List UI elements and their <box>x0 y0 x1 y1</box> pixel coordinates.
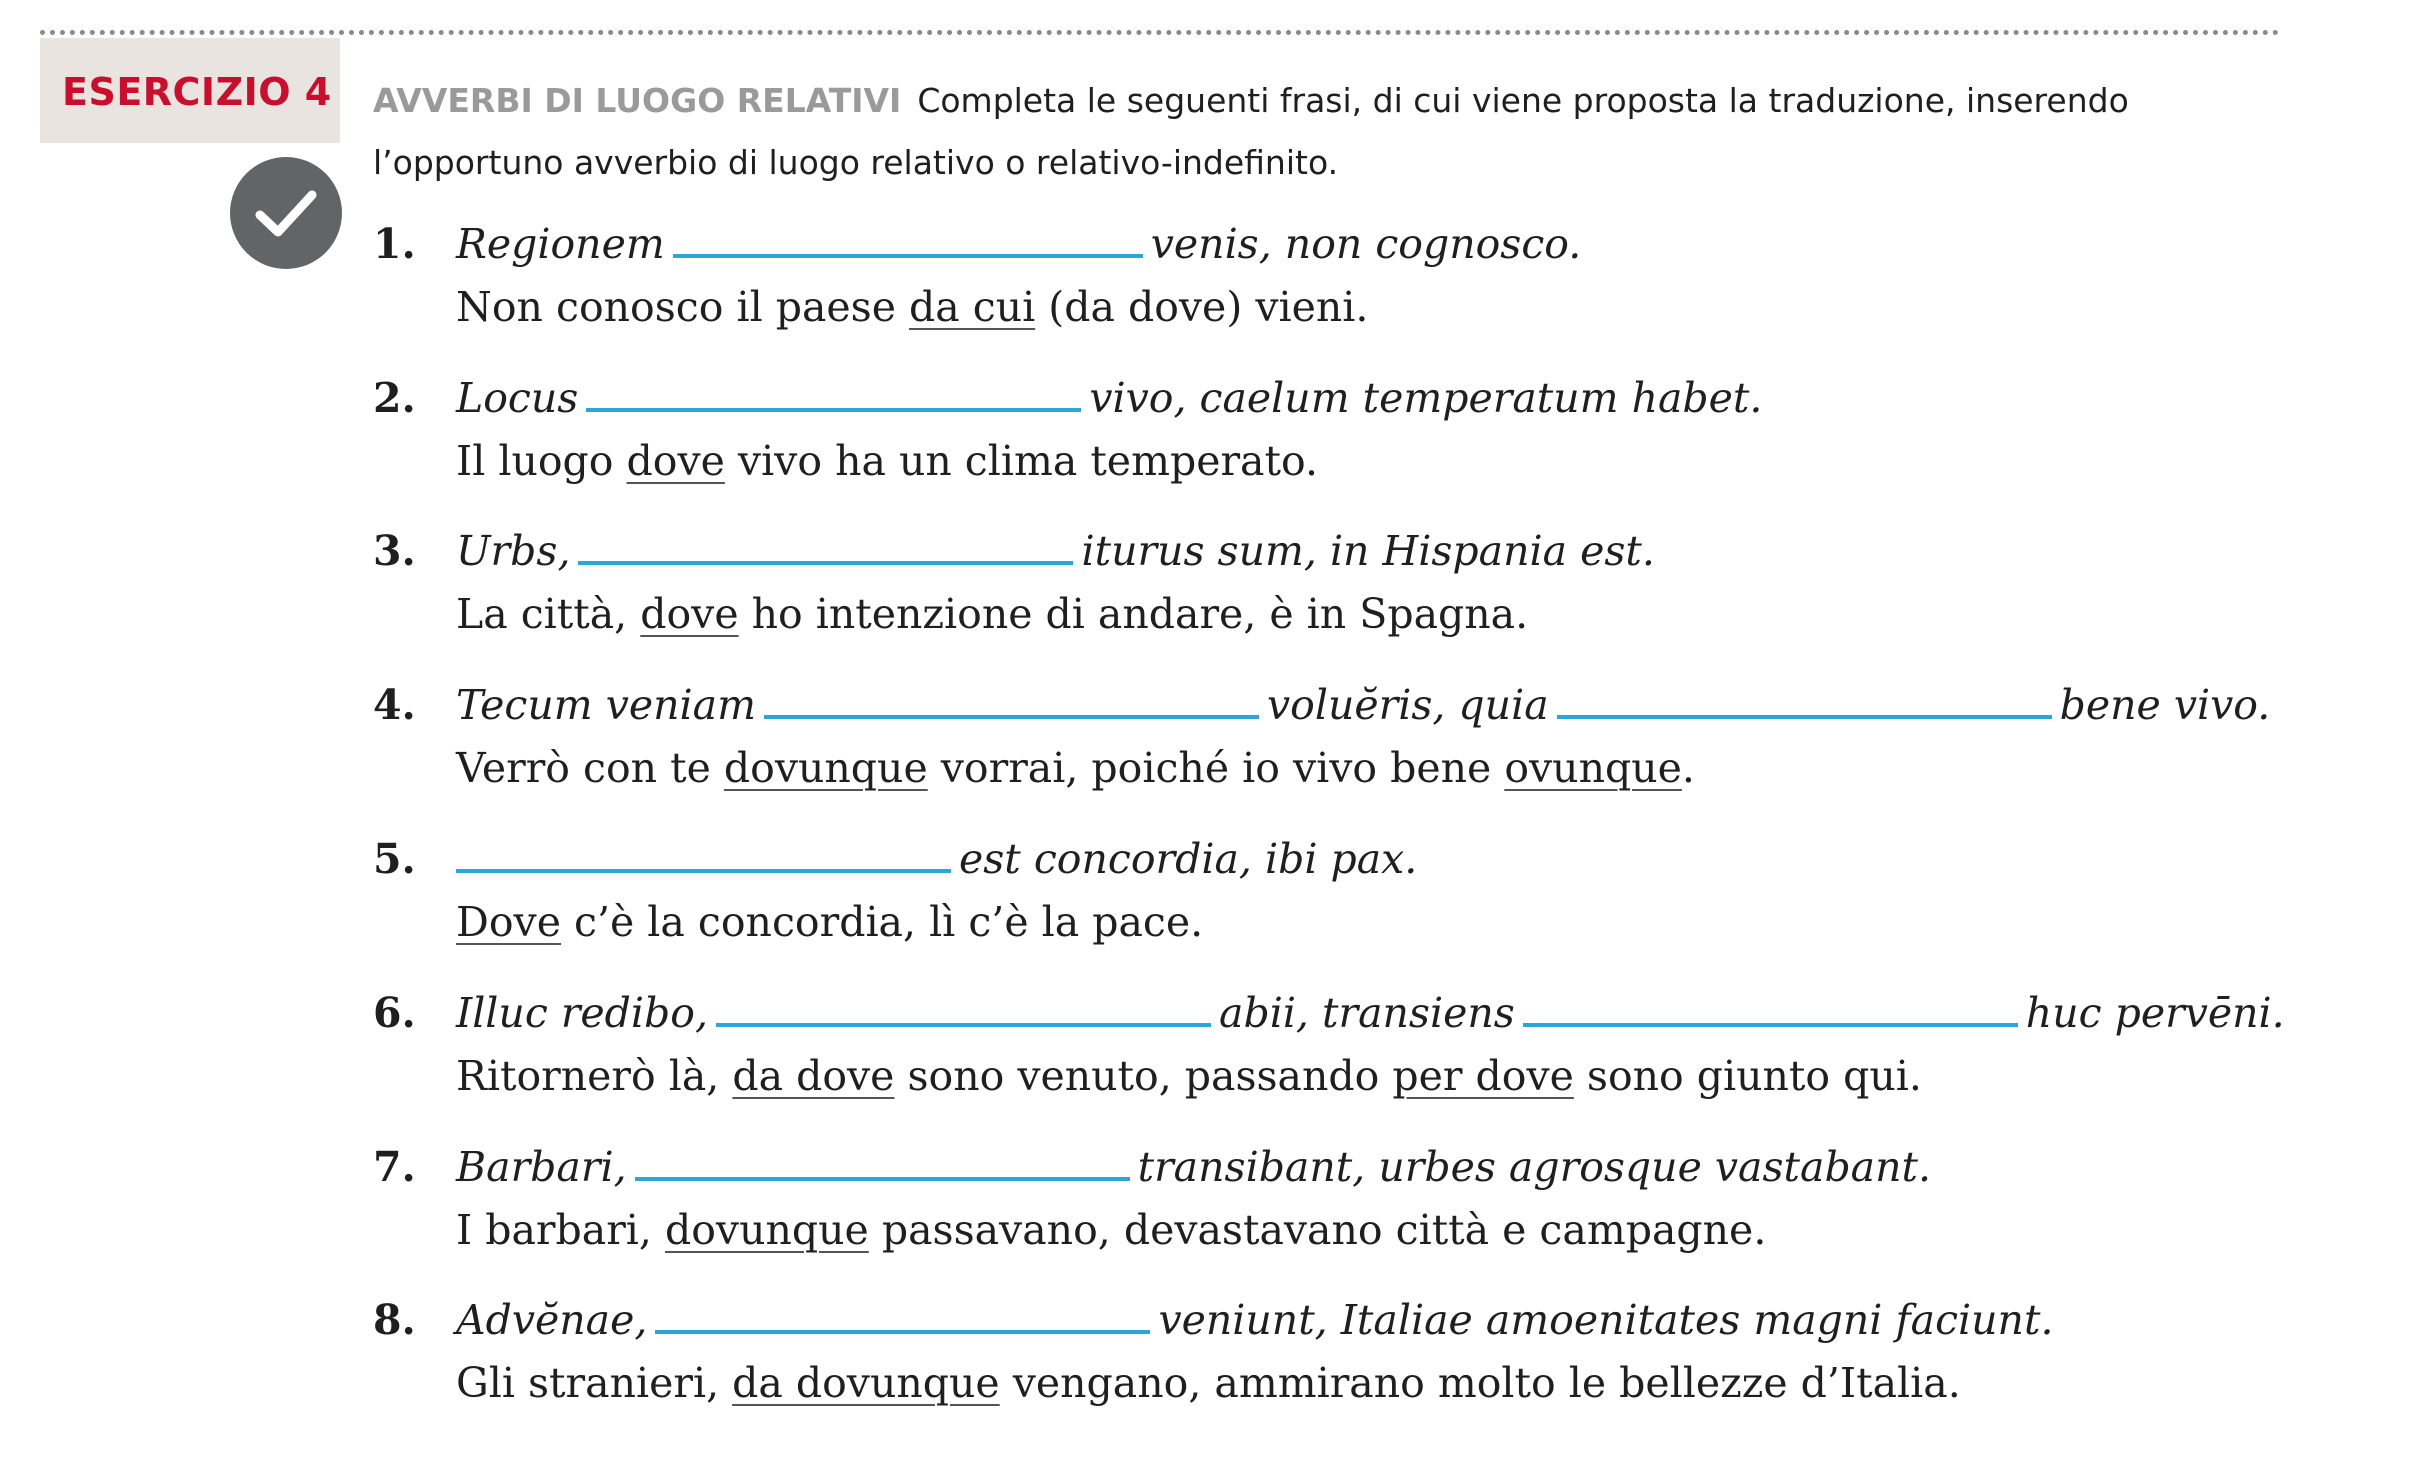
answer-blank[interactable] <box>1557 685 2052 719</box>
underlined-answer: da cui <box>909 283 1036 331</box>
italian-translation: Non conosco il paese da cui (da dove) vieni. <box>456 283 1369 331</box>
italian-translation: Verrò con te dovunque vorrai, poiché io vivo bene ovunque. <box>456 744 1695 792</box>
item-number: 7. <box>373 1143 416 1191</box>
answer-blank[interactable] <box>635 1147 1130 1181</box>
latin-sentence: Barbari, transibant, urbes agrosque vastabant. <box>456 1143 1932 1191</box>
item-number: 8. <box>373 1296 416 1344</box>
italian-translation: Il luogo dove vivo ha un clima temperato. <box>456 437 1318 485</box>
underlined-answer: da dovunque <box>732 1359 1000 1407</box>
underlined-answer: dove <box>626 437 725 485</box>
answer-blank[interactable] <box>578 531 1073 565</box>
italian-translation: Ritornerò là, da dove sono venuto, passando per dove sono giunto qui. <box>456 1052 1922 1100</box>
underlined-answer: da dove <box>732 1052 895 1100</box>
item-number: 6. <box>373 989 416 1037</box>
underlined-answer: ovunque <box>1504 744 1682 792</box>
dotted-divider <box>40 30 2280 35</box>
latin-sentence: Urbs, iturus sum, in Hispania est. <box>456 527 1655 575</box>
latin-sentence: Regionem venis, non cognosco. <box>456 220 1582 268</box>
answer-blank[interactable] <box>1523 993 2018 1027</box>
item-number: 2. <box>373 374 416 422</box>
item-number: 4. <box>373 681 416 729</box>
underlined-answer: dovunque <box>723 744 928 792</box>
latin-sentence: Locus vivo, caelum temperatum habet. <box>456 374 1763 422</box>
answer-blank[interactable] <box>655 1300 1150 1334</box>
latin-sentence: Tecum veniam voluĕris, quia bene vivo. <box>456 681 2271 729</box>
item-number: 1. <box>373 220 416 268</box>
instruction-text: Completa le seguenti frasi, di cui viene proposta la traduzione, inserendo l’opportuno avverbio di luogo relativo o relativo-indefinito. <box>373 81 2129 182</box>
answer-blank[interactable] <box>586 378 1081 412</box>
italian-translation: Gli stranieri, da dovunque vengano, ammirano molto le bellezze d’Italia. <box>456 1359 1961 1407</box>
italian-translation: Dove c’è la concordia, lì c’è la pace. <box>456 898 1204 946</box>
section-title: AVVERBI DI LUOGO RELATIVI <box>373 81 902 120</box>
item-number: 5. <box>373 835 416 883</box>
underlined-answer: dovunque <box>664 1206 869 1254</box>
check-icon <box>230 157 342 269</box>
answer-blank[interactable] <box>456 839 951 873</box>
italian-translation: La città, dove ho intenzione di andare, è in Spagna. <box>456 590 1529 638</box>
item-number: 3. <box>373 527 416 575</box>
answer-blank[interactable] <box>764 685 1259 719</box>
instruction-block <box>373 70 2273 194</box>
answer-blank[interactable] <box>673 224 1143 258</box>
underlined-answer: Dove <box>456 898 561 946</box>
latin-sentence: est concordia, ibi pax. <box>456 835 1417 883</box>
underlined-answer: per dove <box>1392 1052 1574 1100</box>
exercise-label: ESERCIZIO 4 <box>62 70 332 114</box>
underlined-answer: dove <box>640 590 739 638</box>
latin-sentence: Illuc redibo, abii, transiens huc pervēni. <box>456 989 2285 1037</box>
latin-sentence: Advĕnae, veniunt, Italiae amoenitates magni faciunt. <box>456 1296 2054 1344</box>
answer-blank[interactable] <box>716 993 1211 1027</box>
italian-translation: I barbari, dovunque passavano, devastavano città e campagne. <box>456 1206 1767 1254</box>
